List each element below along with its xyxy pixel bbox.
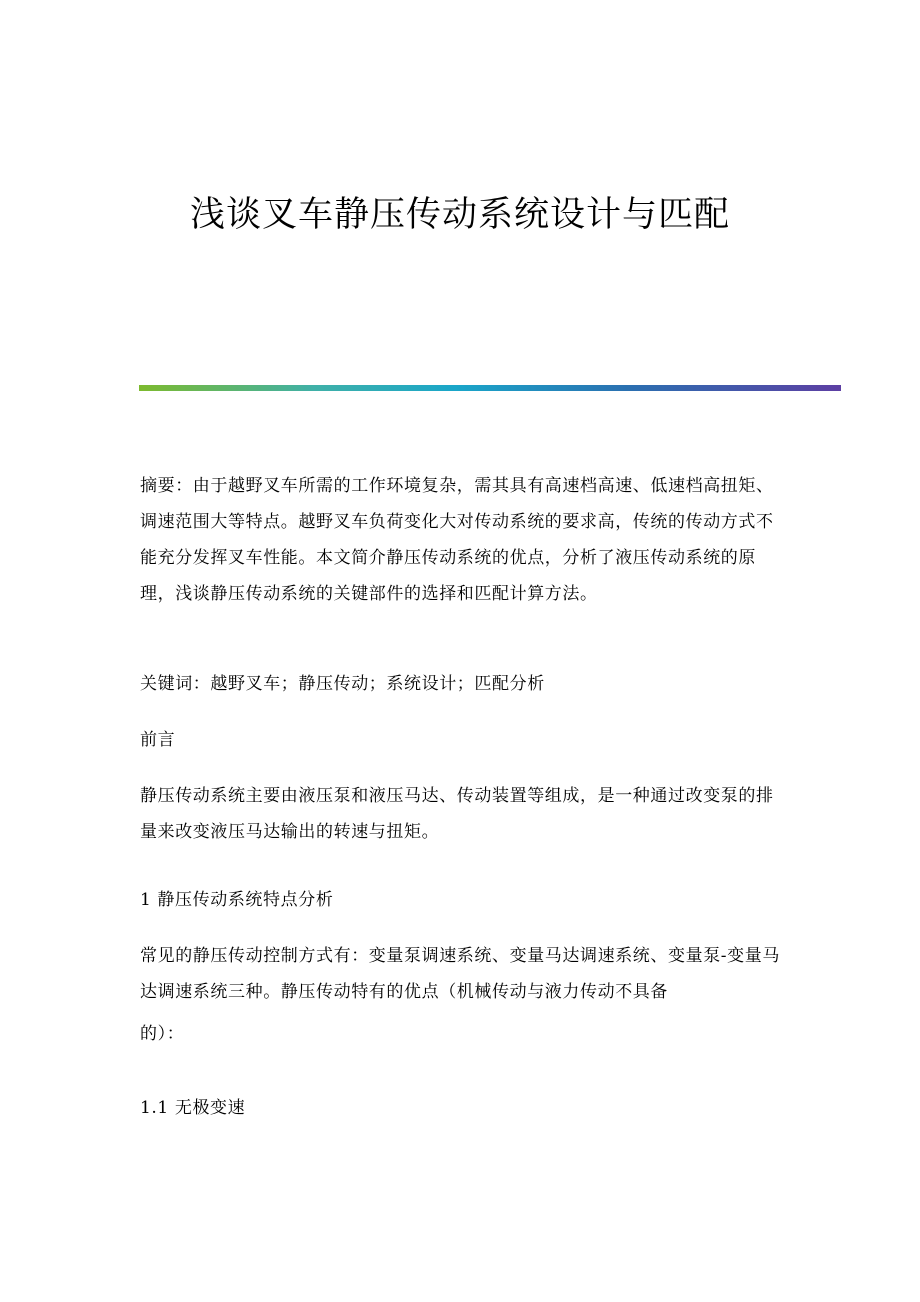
section-1-paragraph-main: 常见的静压传动控制方式有：变量泵调速系统、变量马达调速系统、变量泵-变量马达调速系统三种。静压传动特有的优点（机械传动与液力传动不具备: [140, 946, 780, 1002]
section-1-heading: 1 静压传动系统特点分析: [140, 890, 334, 910]
section-1-1-heading: 1.1 无极变速: [140, 1098, 246, 1118]
document-title: 浅谈叉车静压传动系统设计与匹配: [189, 195, 730, 235]
keywords-paragraph: 关键词：越野叉车；静压传动；系统设计；匹配分析: [140, 674, 545, 694]
title-divider: [139, 385, 841, 391]
abstract-paragraph: 摘要：由于越野叉车所需的工作环境复杂，需其具有高速档高速、低速档高扭矩、调速范围大等特点。越野叉车负荷变化大对传动系统的要求高，传统的传动方式不能充分发挥叉车性能。本文简介静压传动系统的优点，分析了液压传动系统的原理，浅谈静压传动系统的关键部件的选择和匹配计算方法。: [140, 476, 774, 604]
preface-paragraph: 静压传动系统主要由液压泵和液压马达、传动装置等组成，是一种通过改变泵的排量来改变液压马达输出的转速与扭矩。: [140, 786, 774, 842]
preface-heading: 前言: [140, 730, 176, 750]
section-1-paragraph: [140, 938, 790, 1052]
section-1-paragraph-end: 的）：: [140, 1024, 185, 1044]
